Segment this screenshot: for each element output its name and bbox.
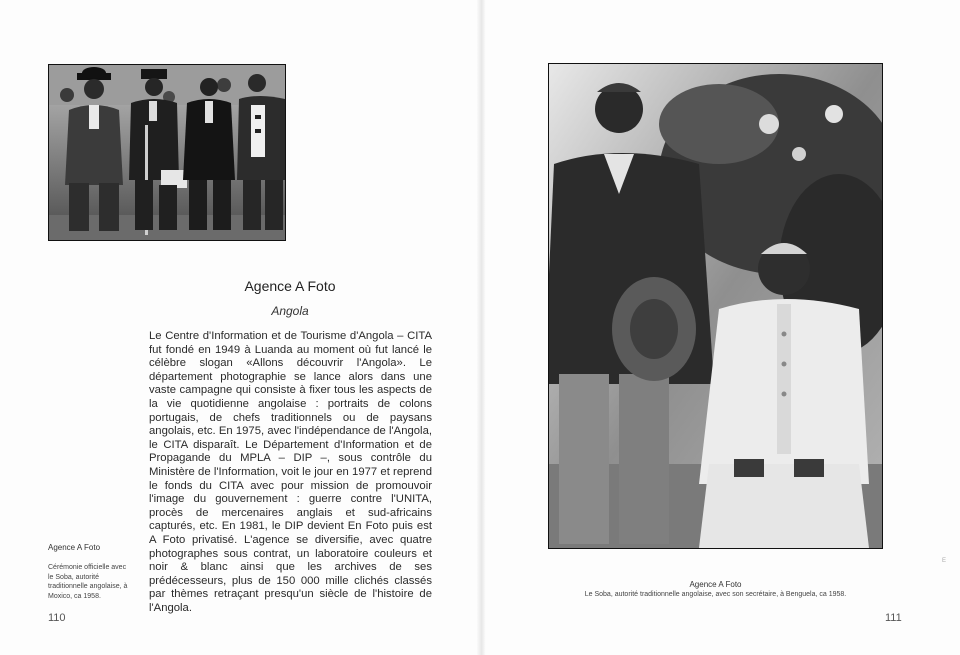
page-corner-mark: E (942, 558, 947, 564)
ceremony-photo-image (49, 65, 285, 240)
right-page (484, 0, 960, 655)
ceremony-photo (48, 64, 286, 241)
right-caption-text: Le Soba, autorité traditionnelle angolaise, avec son secrétaire, à Benguela, ca 1958. (584, 591, 847, 598)
soba-portrait-photo (548, 63, 883, 549)
article-title: Agence A Foto (244, 278, 336, 294)
page-number-right: 111 (885, 612, 902, 624)
page-number-left: 110 (48, 612, 66, 624)
right-caption-title: Agence A Foto (689, 580, 742, 589)
left-caption-title: Agence A Foto (48, 543, 101, 552)
left-caption-text: Cérémonie officielle avec le Soba, autorité traditionnelle angolaise, à Moxico, ca 1958. (48, 564, 128, 600)
article-body: Le Centre d'Information et de Tourisme d'Angola – CITA fut fondé en 1949 à Luanda au moment où fut lancé le célèbre slogan «Allons découvrir l'Angola». Le département photographie se lance alors dans une vaste campagne qui consiste à fixer tous les aspects de la vie quotidienne angolaise : portraits de colons portugais, de chefs traditionnels ou de paysans angolais, etc. En 1975, avec l'indépendance de l'Angola, le CITA disparaît. Le Département d'Information et de Propagande du MPLA – DIP –, sous contrôle du Ministère de l'Information, voit le jour en 1977 et reprend le fonds du CITA avec pour mission de promouvoir l'image du gouvernement : guerre contre l'UNITA, procès de mercenaires anglais et sud-africains capturés, etc. En 1981, le DIP devient En Foto puis est A Foto privatisé. L'agence se diversifie, avec quatre photographes sous contrat, un laboratoire couleurs et noir & blanc ainsi que les archives de ses prédécesseurs, plus de 150 000 mille clichés classés par thèmes retraçant presqu'un siècle de l'histoire de l'Angola. (149, 330, 432, 614)
article-subtitle: Angola (271, 304, 309, 318)
left-page (0, 0, 478, 655)
soba-portrait-image (549, 64, 882, 548)
